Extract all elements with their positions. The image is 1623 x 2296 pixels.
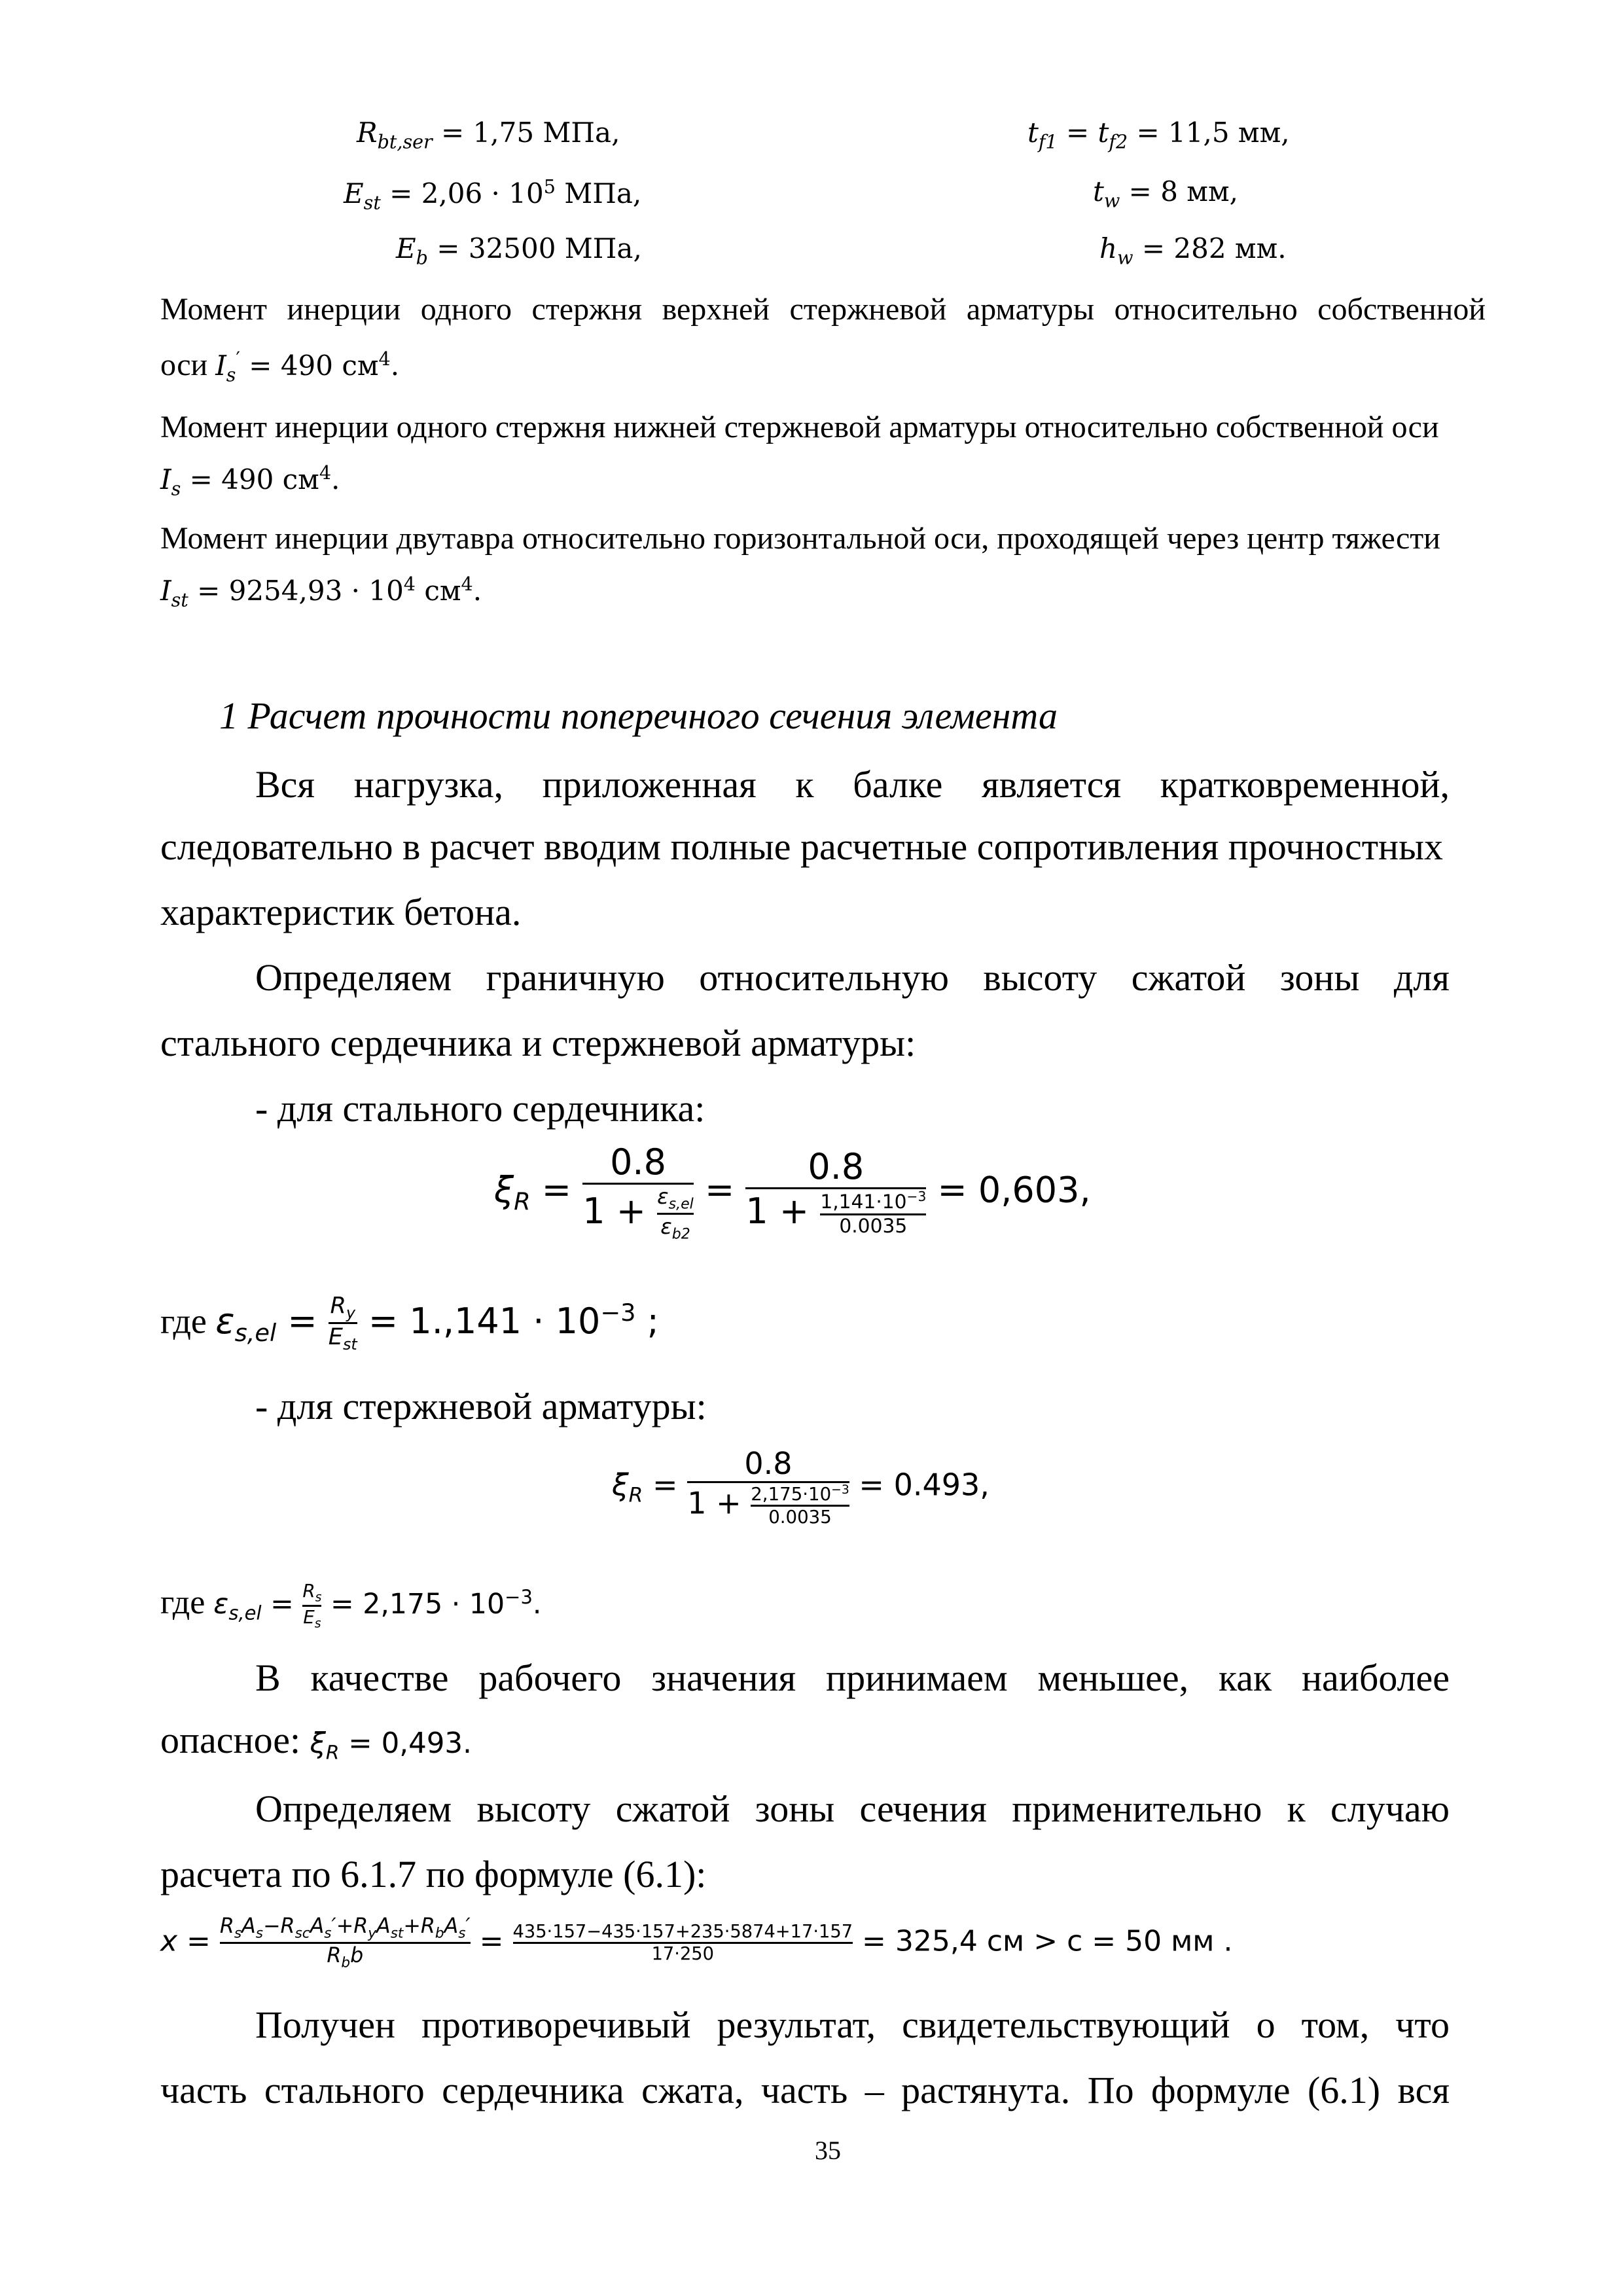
param-tw: $t_w = 8$ мм, — [1093, 175, 1238, 212]
para1-line3: характеристик бетона. — [160, 891, 522, 933]
inertia-p2-line2: $I_s = 490$ $см^4$. — [160, 461, 340, 500]
para4-line1: Определяем высоту сжатой зоны сечения применительно к случаю — [255, 1787, 1450, 1830]
inertia-p1-line1: Момент инерции одного стержня верхней стержневой арматуры относительно собственной — [160, 292, 1486, 327]
para1-line2: следовательно в расчет вводим полные расчетные сопротивления прочностных — [160, 825, 1444, 868]
inertia-p3-line2: $I_{st} = 9254,93 \cdot 10^4$ $см^4$. — [160, 573, 482, 611]
param-rbtser: $R_{bt,ser} = 1,75$ МПа, — [357, 117, 620, 153]
para4-line2: расчета по 6.1.7 по формуле (6.1): — [160, 1853, 707, 1895]
inertia-p3-line1: Момент инерции двутавра относительно горизонтальной оси, проходящей через центр тяжести — [160, 521, 1440, 556]
para5-line2: часть стального сердечника сжата, часть – растянута. По формуле (6.1) вся — [160, 2069, 1450, 2111]
where-eps-rebar: где $\varepsilon_{s,el}$ = $\frac{R_s}{E_s}$ = $2,175 \cdot 10^{-3}$. — [160, 1580, 542, 1631]
para2-line2: стального сердечника и стержневой арматуры: — [160, 1022, 916, 1064]
param-tf: $t_{f1} = t_{f2} = 11,5$ мм, — [1027, 117, 1290, 153]
para1-line1: Вся нагрузка, приложенная к балке является кратковременной, — [255, 763, 1450, 806]
section-heading: 1 Расчет прочности поперечного сечения элемента — [219, 694, 1058, 737]
para3-line2: опасное: $\xi_R = 0,493$. — [160, 1719, 472, 1764]
formula-x: x = $\frac{R_sA_s-R_{sc}A_s'+R_yA_{st}+R_bA_s'}{R_bb}$ = $\frac{435\cdot 157-435\cdot 157+235\cdot 5874+17\cdot 157}{17\cdot 250}$ = 325,4 см > с = 50 мм . — [160, 1914, 1233, 1971]
where-eps-steel: где $\varepsilon_{s,el}$ = $\frac{R_y}{E_{st}}$ = $1.,141 \cdot 10^{-3}$ ; — [160, 1292, 659, 1354]
formula-xi-rebar: $\xi_R$ = 0.8 1 + $\frac{2,175\cdot 10^{-3}}{0.0035}$ = 0.493, — [612, 1446, 990, 1528]
para2-line1: Определяем граничную относительную высоту сжатой зоны для — [255, 956, 1450, 999]
param-eb: $E_b = 32500$ МПа, — [396, 232, 642, 269]
inertia-p2-line1: Момент инерции одного стержня нижней стержневой арматуры относительно собственной оси — [160, 410, 1439, 444]
para3-line1: В качестве рабочего значения принимаем меньшее, как наиболее — [255, 1657, 1450, 1699]
para5-line1: Получен противоречивый результат, свидетельствующий о том, что — [255, 2003, 1450, 2046]
bullet-steel-core: - для стального сердечника: — [255, 1087, 705, 1130]
formula-xi-steel: $\xi_R$ = 0.8 1 + $\frac{\varepsilon_{s,el}}{\varepsilon_{b2}}$ = 0.8 1 + $\frac{1,141\cdot 10^{-3}}{0.0035}$ = 0,603, — [494, 1141, 1091, 1243]
bullet-rebar: - для стержневой арматуры: — [255, 1385, 707, 1427]
param-est: $E_{st} = 2,06 \cdot 10^5$ МПа, — [344, 175, 642, 214]
inertia-p1-line2: оси $I_s' = 490$ $см^4$. — [160, 348, 400, 386]
param-hw: $h_w = 282$ мм. — [1099, 232, 1287, 269]
page-number: 35 — [815, 2136, 841, 2165]
